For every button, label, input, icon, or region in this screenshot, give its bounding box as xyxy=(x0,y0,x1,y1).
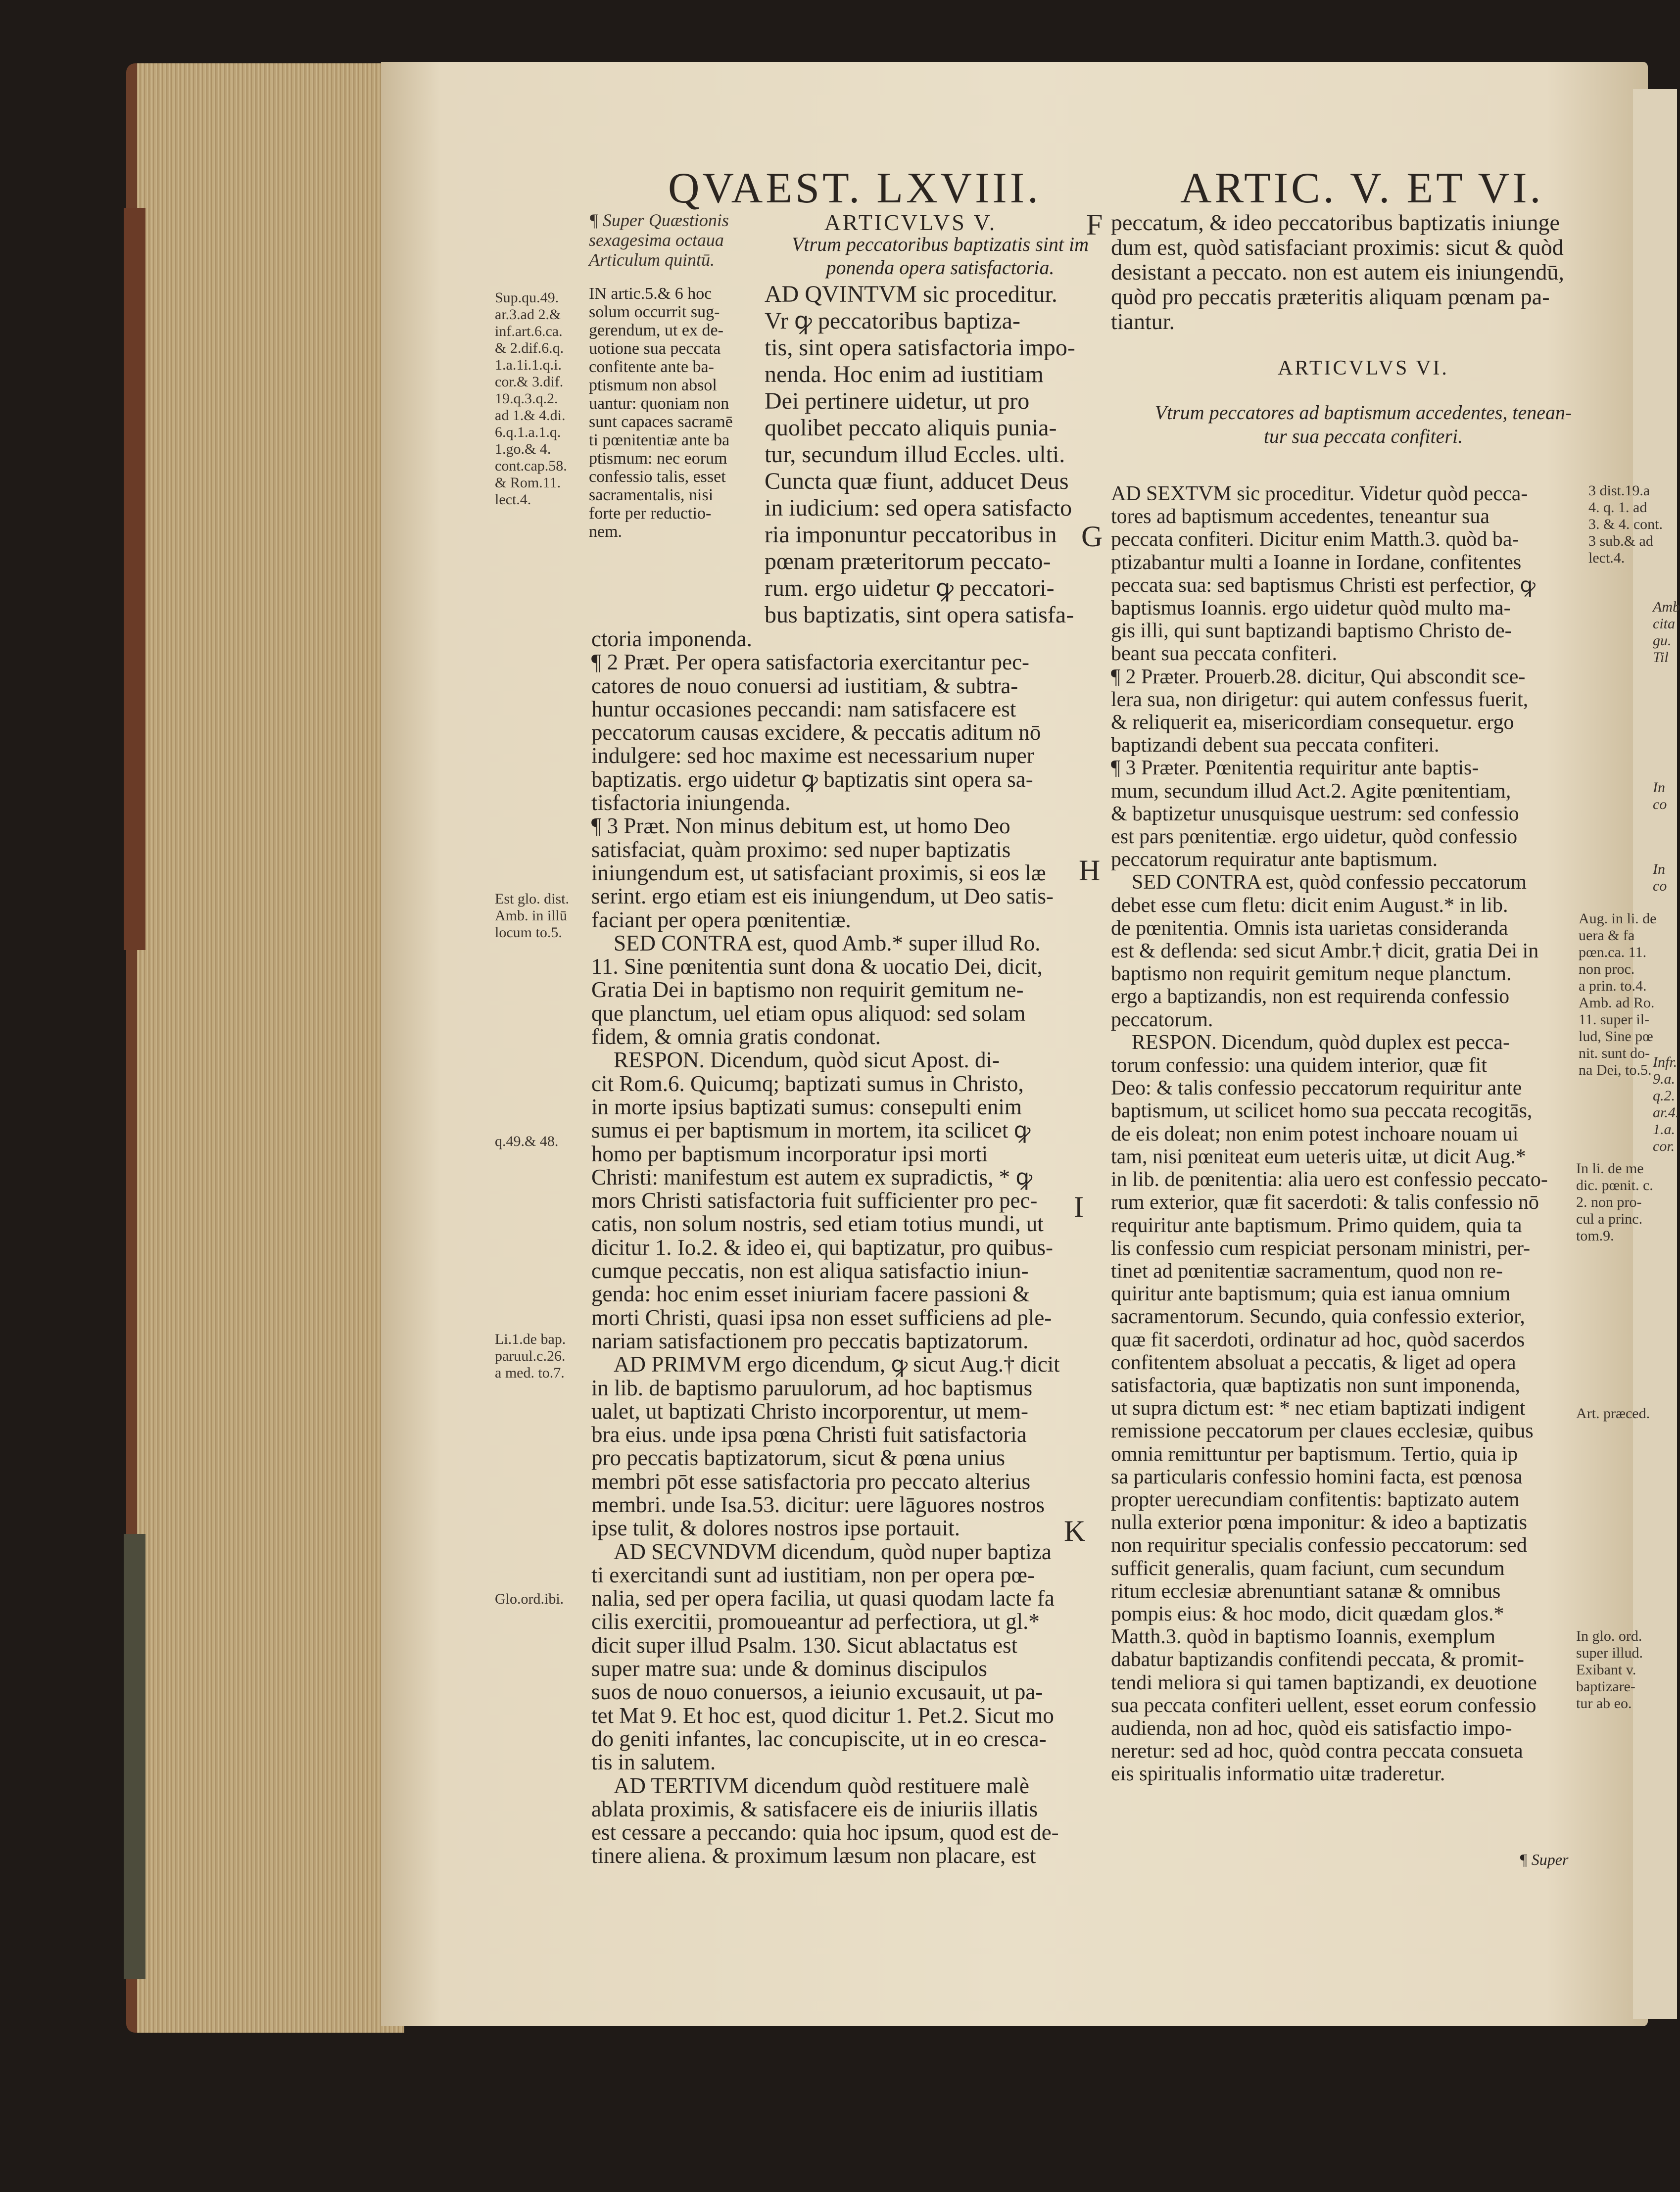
section-letter-k: K xyxy=(1064,1515,1086,1547)
article5-opening: AD QVINTVM sic proceditur. Vr ꝙ peccatoribus baptiza- tis, sint opera satisfactoria impo- nenda. Hoc enim ad iustitiam Dei pertinere uidetur, ut pro quolibet peccato aliquis punia- tur, secundum illud Eccles. ulti. Cuncta quæ fiunt, adducet Deus in iudicium: sed opera satisfacto ria imponuntur peccatoribus in pœnam præteritorum peccato- rum. ergo uidetur ꝙ peccatori- bus baptizatis, sint opera satisfa- xyxy=(765,281,1075,628)
right-column-top: peccatum, & ideo peccatoribus baptizatis iniunge dum est, quòd satisfaciant proximis: sicut & quòd desistant a peccato. non est autem eis iniungendū, quòd pro peccatis præteritis aliquam pœnam pa- tiantur. xyxy=(1111,210,1564,334)
article6-label: ARTICVLVS VI. xyxy=(1278,357,1449,380)
margin-note-1: Sup.qu.49. ar.3.ad 2.& inf.art.6.ca. & 2.dif.6.q. 1.a.1i.1.q.i. cor.& 3.dif. 19.q.3.q.2. ad 1.& 4.di. 6.q.1.a.1.q. 1.go.& 4. cont.cap.58. & Rom.11. lect.4. xyxy=(495,289,567,508)
margin-note-4: Li.1.de bap. paruul.c.26. a med. to.7. xyxy=(495,1331,566,1381)
margin-note-5: Glo.ord.ibi. xyxy=(495,1591,564,1607)
right-margin-note-4: Art. præced. xyxy=(1576,1405,1650,1422)
article5-body: ctoria imponenda. ¶ 2 Præt. Per opera satisfactoria exercitantur pec- catores de nouo conuersi ad iustitiam, & subtra- huntur occasiones peccandi: nam satisfacere est peccatorum causas excidere, & peccatis aditum nō indulgere: sed hoc maxime est necessarium nuper baptizatis. ergo uidetur ꝙ baptizatis sint opera sa- tisfactoria iniungenda. ¶ 3 Præt. Non minus debitum est, ut homo Deo satisfaciat, quàm proximo: sed nuper baptizatis iniungendum est, ut satisfaciant proximis, si eos læ serint. ergo etiam est eis iniungendum, ut Deo satis- faciant per opera pœnitentiæ. SED CONTRA est, quod Amb.* super illud Ro. 11. Sine pœnitentia sunt dona & uocatio Dei, dicit, Gratia Dei in baptismo non requirit gemitum ne- que planctum, uel etiam opus aliquod: sed solam fidem, & omnia gratis condonat. RESPON. Dicendum, quòd sicut Apost. di- cit Rom.6. Quicumq; baptizati sumus in Christo, in morte ipsius baptizati sumus: consepulti enim sumus ei per baptismum in mortem, ita scilicet ꝙ homo per baptismum incorporatur ipsi morti Christi: manifestum est autem ex supradictis, * ꝙ mors Christi satisfactoria fuit sufficienter pro pec- catis, non solum nostris, sed etiam totius mundi, ut dicitur 1. Io.2. & ideo ei, qui baptizatur, pro quibus- cumque peccatis, non est aliqua satisfactio iniun- genda: hoc enim esset iniuriam facere passioni & morti Christi, quasi ipsa non esset sufficiens ad ple- nariam satisfactionem pro peccatis baptizatorum. AD PRIMVM ergo dicendum, ꝙ sicut Aug.† dicit in lib. de baptismo paruulorum, ad hoc baptismus ualet, ut baptizati Christo incorporentur, ut mem- bra eius. unde ipsa pœna Christi fuit satisfactoria pro peccatis baptizatorum, sicut & pœna unius membri pōt esse satisfactoria pro peccato alterius membri. unde Isa.53. dicitur: uere lāguores nostros ipse tulit, & dolores nostros ipse portauit. AD SECVNDVM dicendum, quòd nuper baptiza ti exercitandi sunt ad iustitiam, non per opera pœ- nalia, sed per opera facilia, ut quasi quodam lacte fa cilis exercitii, promoueantur ad perfectiora, ut gl.* dicit super illud Psalm. 130. Sicut ablactatus est super matre sua: unde & dominus discipulos suos de nouo conuersos, a ieiunio excusauit, ut pa- tet Mat 9. Et hoc est, quod dicitur 1. Pet.2. Sicut mo do geniti infantes, lac concupiscite, ut in eo cresca- tis in salutem. AD TERTIVM dicendum quòd restituere malè ablata proximis, & satisfacere eis de iniuriis illatis est cessare a peccando: quia hoc ipsum, quod est de- tinere aliena. & proximum læsum non placare, est xyxy=(591,626,1060,1868)
spine-binding xyxy=(124,208,145,950)
intro-note: ¶ Super Quæstionis sexagesima octaua Articulum quintū. xyxy=(589,210,729,270)
intro-commentary: IN artic.5.& 6 hoc solum occurrit sug- gerendum, ut ex de- uotione sua peccata confitente ante ba- ptismum non absol uantur: quoniam non sunt capaces sacramē ti pœnitentiæ ante ba ptismum: nec eorum confessio talis, esset sacramentalis, nisi forte per reductio- nem. xyxy=(589,285,733,541)
article6-body: AD SEXTVM sic proceditur. Videtur quòd pecca- tores ad baptismum accedentes, teneantur sua peccata confiteri. Dicitur enim Matth.3. quòd ba- ptizabantur multi a Ioanne in Iordane, confitentes peccata sua: sed baptismus Christi est perfectior, ꝙ baptismus Ioannis. ergo uidetur quòd multo ma- gis illi, qui sunt baptizandi baptismo Christo de- beant sua peccata confiteri. ¶ 2 Præter. Prouerb.28. dicitur, Qui abscondit sce- lera sua, non dirigetur: qui autem confessus fuerit, & reliquerit ea, misericordiam consequetur. ergo baptizandi debent sua peccata confiteri. ¶ 3 Præter. Pœnitentia requiritur ante baptis- mum, secundum illud Act.2. Agite pœnitentiam, & baptizetur unusquisque uestrum: sed confessio est pars pœnitentiæ. ergo uidetur, quòd confessio peccatorum requiratur ante baptismum. SED CONTRA est, quòd confessio peccatorum debet esse cum fletu: dicit enim August.* in lib. de pœnitentia. Omnis ista uarietas consideranda est & deflenda: sed sicut Ambr.† dicit, gratia Dei in baptismo non requirit gemitum neque planctum. ergo a baptizandis, non est requirenda confessio peccatorum. RESPON. Dicendum, quòd duplex est pecca- torum confessio: una quidem interior, quæ fit Deo: & talis confessio peccatorum requiritur ante baptismum, ut scilicet homo sua peccata recogitās, de eis doleat; non enim potest inchoare nouam ui tam, nisi pœniteat eum ueteris uitæ, ut dicit Aug.* in lib. de pœnitentia: alia uero est confessio peccato- rum exterior, quæ fit sacerdoti: & talis confessio nō requiritur ante baptismum. Primo quidem, quia ta lis confessio cum respiciat personam ministri, per- tinet ad pœnitentiæ sacramentum, quod non re- quiritur ante baptismum; quia est ianua omnium sacramentorum. Secundo, quia confessio exterior, quæ fit sacerdoti, ordinatur ad hoc, quòd sacerdos confitentem absoluat a peccatis, & liget ad opera satisfactoria, quæ baptizatis non sunt imponenda, ut supra dictum est: * nec etiam baptizati indigent remissione peccatorum per claues ecclesiæ, quibus omnia remittuntur per baptismum. Tertio, quia ip sa particularis confessio homini facta, est pœnosa propter uerecundiam confitentis: baptizato autem nulla exterior pœna imponitur: & ideo a baptizatis non requiritur specialis confessio peccatorum: sed sufficit generalis, quam faciunt, cum secundum ritum ecclesiæ abrenuntiant satanæ & omnibus pompis eius: & hoc modo, dicit quædam glos.* Matth.3. quòd in baptismo Ioannis, exemplum dabatur baptizandis confitendi peccata, & promit- tendi meliora si qui tamen baptizandi, ex deuotione sua peccata confiteri uellent, esset eorum confessio audienda, non ad hoc, quòd eis satisfactio impo- neretur: sed ad hoc, quòd contra peccata consueta eis spiritualis informatio uitæ traderetur. xyxy=(1111,482,1548,1786)
right-margin-note-1: 3 dist.19.a 4. q. 1. ad 3. & 4. cont. 3 sub.& ad lect.4. xyxy=(1588,482,1663,566)
header-left: QVAEST. LXVIII. xyxy=(668,164,1041,212)
right-margin-note-3: In li. de me dic. pœnit. c. 2. non pro- cul a princ. tom.9. xyxy=(1576,1160,1653,1244)
next-page-fragment-3: In co xyxy=(1653,861,1667,894)
next-page-fragment-1: Amb cita gu. Til xyxy=(1653,599,1680,666)
margin-note-2: Est glo. dist. Amb. in illū locum to.5. xyxy=(495,891,570,941)
spine-binding-lower xyxy=(124,1534,145,1979)
section-letter-i: I xyxy=(1074,1191,1084,1223)
header-right: ARTIC. V. ET VI. xyxy=(1180,164,1544,212)
catchword: ¶ Super xyxy=(1519,1851,1569,1868)
article5-label: ARTICVLVS V. xyxy=(824,210,997,235)
right-margin-note-5: In glo. ord. super illud. Exibant v. baptizare- tur ab eo. xyxy=(1576,1628,1643,1712)
next-page-fragment-2: In co xyxy=(1653,779,1667,812)
article6-question: Vtrum peccatores ad baptismum accedentes, tenean- tur sua peccata confiteri. xyxy=(1154,401,1572,447)
right-margin-note-2: Aug. in li. de uera & fa pœn.ca. 11. non proc. a prin. to.4. Amb. ad Ro. 11. super il- lud, Sine pœ nit. sunt do- na Dei, to.5. xyxy=(1579,910,1657,1078)
article5-question: Vtrum peccatoribus baptizatis sint im ponenda opera satisfactoria. xyxy=(792,233,1089,279)
section-letter-f: F xyxy=(1086,208,1103,241)
section-letter-h: H xyxy=(1079,854,1101,887)
margin-note-3: q.49.& 48. xyxy=(495,1133,559,1149)
next-page-fragment-4: Infr. 9.a. q.2. ar.4. 1.a. cor. xyxy=(1653,1054,1680,1154)
book-page-edges xyxy=(126,63,404,2033)
section-letter-g: G xyxy=(1081,520,1103,553)
